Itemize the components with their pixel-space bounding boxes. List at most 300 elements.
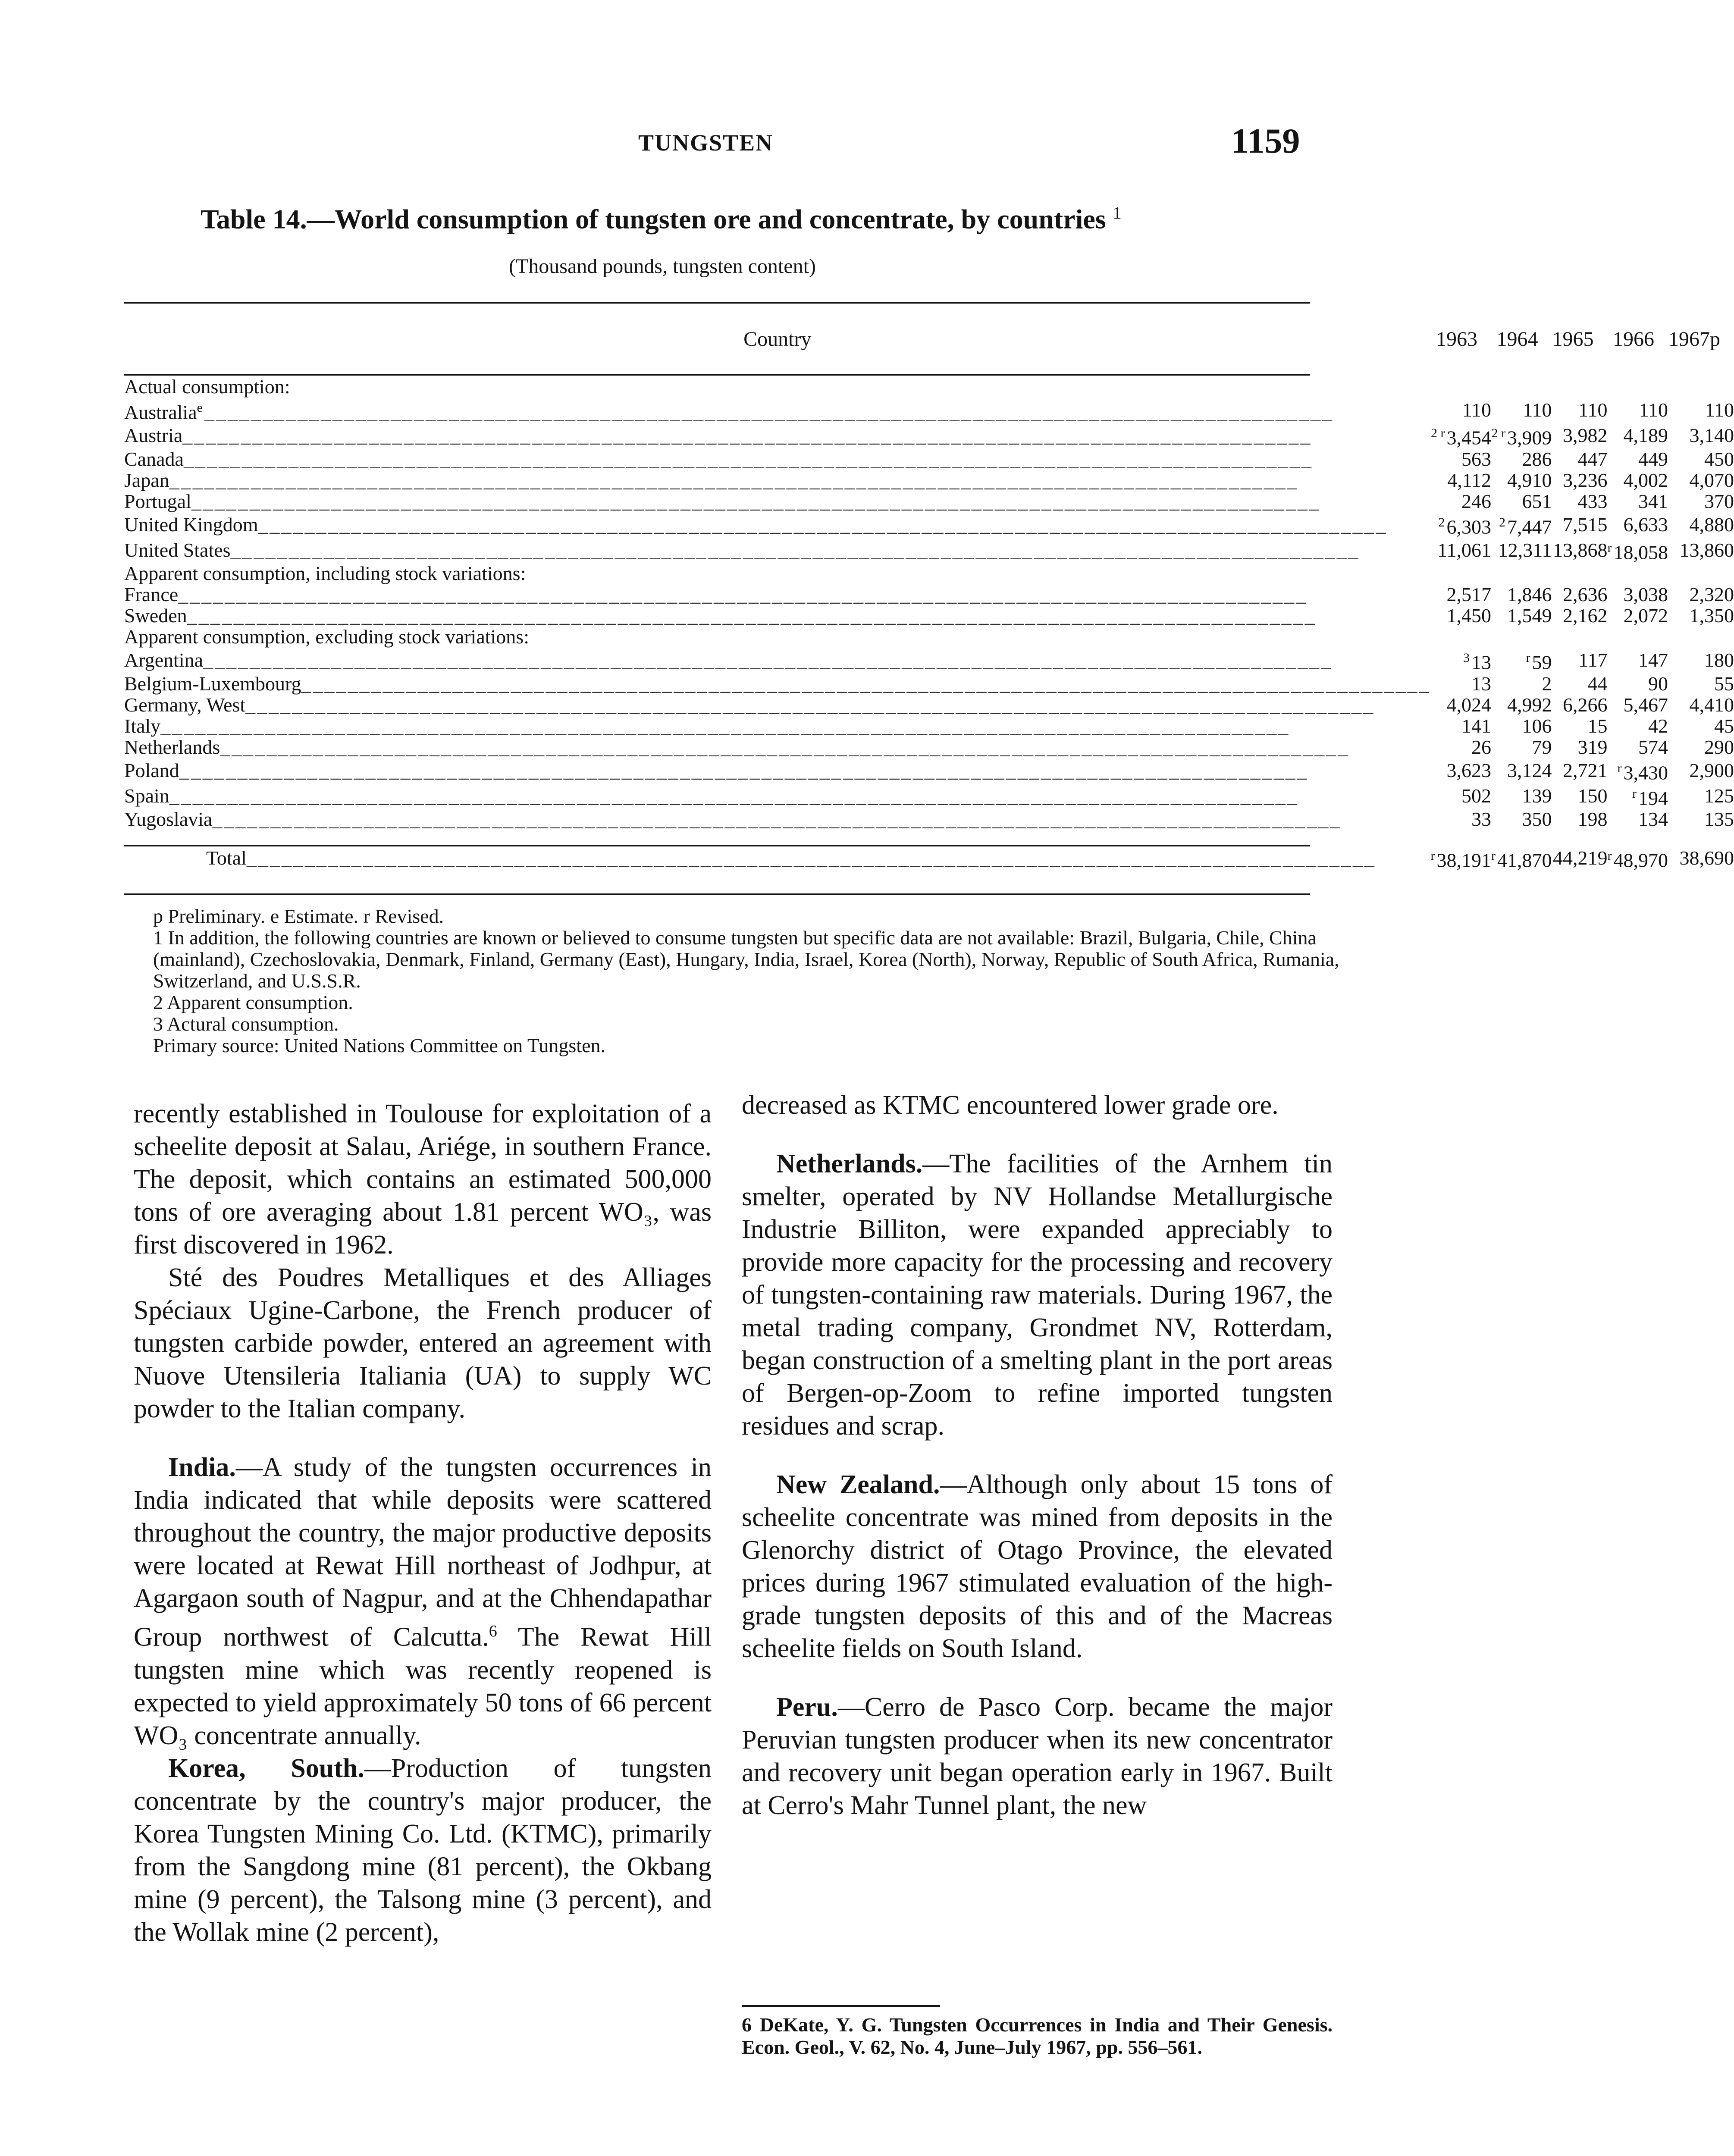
value: 13,868	[1553, 539, 1608, 561]
value: 2,072	[1623, 605, 1668, 627]
value: 110	[1462, 399, 1492, 421]
total-mark: r	[1607, 848, 1612, 863]
table-row	[124, 715, 1734, 736]
value-cell-1967	[1668, 423, 1734, 448]
korea-heading: Korea, South.	[168, 1753, 364, 1783]
country-cell	[124, 783, 1431, 808]
value: 198	[1577, 808, 1608, 830]
value-mark: r	[1607, 540, 1612, 555]
table-row	[124, 512, 1734, 537]
value: 4,910	[1507, 469, 1552, 491]
total-value: 38,191	[1436, 849, 1492, 871]
value-cell-1963	[1431, 537, 1492, 563]
value-cell-1967	[1668, 758, 1734, 783]
country-cell	[124, 808, 1431, 830]
value-cell-1967	[1668, 605, 1734, 626]
value-cell-1963	[1431, 673, 1492, 694]
value: 7,447	[1507, 515, 1552, 538]
value: 55	[1714, 672, 1734, 695]
value: 42	[1648, 714, 1668, 737]
value-cell-1966	[1608, 584, 1668, 605]
col-header-1963: 1963	[1436, 327, 1478, 351]
value: 450	[1704, 448, 1734, 470]
running-head: TUNGSTEN	[638, 130, 774, 156]
korea-paragraph	[134, 1752, 712, 1949]
value: 134	[1638, 808, 1668, 830]
netherlands-text: —The facilities of the Arnhem tin smelter, operated by NV Hollandse Metallurgische Industrie Billiton, were expanded appreciably to provide more capacity for the processing and recovery of tungsten-containing raw materials. During 1967, the metal trading company, Grondmet NV, Rotterdam, began construction of a smelting plant in the port areas of Bergen-op-Zoom to refine imported tungsten residues and scrap.	[742, 1149, 1333, 1441]
value: 2,900	[1689, 759, 1734, 781]
value-mark: 2 r	[1431, 426, 1445, 441]
value: 4,070	[1689, 469, 1734, 491]
value: 4,024	[1446, 693, 1492, 716]
table-note-source: Primary source: United Nations Committee on Tungsten.	[153, 1034, 605, 1056]
leader-dots	[203, 649, 1333, 671]
value: 15	[1587, 714, 1608, 737]
value-cell-1965	[1552, 647, 1608, 673]
leader-dots	[182, 424, 1312, 446]
right-paragraph-1: decreased as KTMC encountered lower grade ore.	[742, 1091, 1279, 1120]
value-cell-1966	[1608, 491, 1668, 512]
country-name: Yugoslavia	[124, 808, 213, 830]
value-cell-1963	[1431, 694, 1492, 715]
total-cell-1967	[1668, 830, 1734, 886]
country-cell	[124, 537, 1431, 563]
country-name: Spain	[124, 785, 169, 807]
value-cell-1966	[1608, 448, 1668, 470]
value-cell-1965	[1552, 423, 1608, 448]
netherlands-paragraph	[742, 1147, 1333, 1442]
value-cell-1967	[1668, 397, 1734, 423]
netherlands-heading: Netherlands.	[776, 1149, 923, 1178]
value-cell-1963	[1431, 736, 1492, 758]
value: 574	[1638, 736, 1668, 758]
country-cell	[124, 397, 1431, 423]
total-label: Total	[206, 846, 247, 869]
country-cell	[124, 647, 1431, 673]
leader-dots	[301, 673, 1431, 695]
new-zealand-text: —Although only about 15 tons of scheelite concentrate was mined from deposits in the Glenorchy district of Otago Province, the elevated prices during 1967 stimulated evaluation of the high-grade tungsten deposits of this and of the Macreas scheelite fields on South Island.	[742, 1470, 1333, 1663]
leader-dots	[178, 583, 1308, 605]
peru-text: —Cerro de Pasco Corp. became the major Peruvian tungsten producer when its new concentrator and recovery unit began operation early in 1967. Built at Cerro's Mahr Tunnel plant, the new	[742, 1692, 1333, 1820]
table-note-2: 2 Apparent consumption.	[153, 991, 353, 1013]
value: 117	[1578, 649, 1608, 671]
value-cell-1966	[1608, 647, 1668, 673]
country-mark: e	[197, 401, 203, 415]
value: 290	[1704, 736, 1734, 758]
value-cell-1963	[1431, 423, 1492, 448]
value-cell-1966	[1608, 694, 1668, 715]
value-cell-1964	[1491, 715, 1552, 736]
value-cell-1963	[1431, 491, 1492, 512]
value-cell-1964	[1491, 694, 1552, 715]
value: 7,515	[1563, 513, 1608, 536]
value-cell-1966	[1608, 673, 1668, 694]
value: 1,350	[1689, 605, 1734, 627]
value-mark: r	[1526, 651, 1530, 665]
value-cell-1964	[1491, 736, 1552, 758]
value-cell-1965	[1552, 512, 1608, 537]
total-mark: r	[1430, 848, 1435, 863]
value: 286	[1522, 448, 1552, 470]
table-row	[124, 423, 1734, 448]
value: 90	[1648, 672, 1668, 695]
value-cell-1963	[1431, 397, 1492, 423]
new-zealand-heading: New Zealand.	[776, 1470, 940, 1499]
table-row	[124, 673, 1734, 694]
value-mark: 2 r	[1491, 426, 1506, 441]
value: 110	[1705, 399, 1734, 421]
table-section-row	[124, 376, 1734, 397]
value-cell-1967	[1668, 783, 1734, 808]
value-cell-1966	[1608, 715, 1668, 736]
value: 3,909	[1507, 426, 1552, 449]
leader-dots	[258, 514, 1387, 536]
table-section-row	[124, 626, 1734, 647]
table-row	[124, 470, 1734, 491]
table-body	[124, 376, 1734, 886]
leader-dots	[204, 401, 1334, 423]
value-cell-1966	[1608, 783, 1668, 808]
value-cell-1964	[1491, 605, 1552, 626]
leader-dots	[179, 759, 1309, 781]
leader-dots	[245, 694, 1375, 716]
value: 13	[1471, 651, 1492, 674]
value-cell-1964	[1491, 647, 1552, 673]
col-header-country: Country	[743, 327, 812, 351]
value: 6,633	[1623, 513, 1668, 536]
value-cell-1965	[1552, 736, 1608, 758]
country-name: Austria	[124, 424, 183, 447]
country-cell	[124, 605, 1431, 626]
value: 135	[1704, 808, 1734, 830]
leader-dots	[187, 605, 1317, 627]
value-cell-1966	[1608, 470, 1668, 491]
country-name: Germany, West	[124, 693, 246, 716]
india-footnote-ref: 6	[489, 1622, 497, 1640]
value: 6,266	[1563, 693, 1608, 716]
col-header-1967: 1967p	[1668, 327, 1721, 351]
value: 502	[1461, 785, 1492, 807]
table-row	[124, 783, 1734, 808]
value-cell-1965	[1552, 715, 1608, 736]
country-name: Poland	[124, 759, 179, 781]
value-cell-1967	[1668, 808, 1734, 830]
value-cell-1966	[1608, 605, 1668, 626]
value-cell-1964	[1491, 537, 1552, 563]
value: 3,140	[1689, 424, 1734, 447]
value: 341	[1638, 490, 1668, 512]
value: 1,450	[1446, 605, 1492, 627]
country-cell	[124, 736, 1431, 758]
value-cell-1967	[1668, 736, 1734, 758]
page-number: 1159	[1231, 121, 1300, 160]
value-cell-1963	[1431, 647, 1492, 673]
col-header-1965: 1965	[1552, 327, 1594, 351]
country-cell	[124, 470, 1431, 491]
value: 4,410	[1689, 693, 1734, 716]
table-row	[124, 758, 1734, 783]
table-row	[124, 605, 1734, 626]
footnote-6: 6 DeKate, Y. G. Tungsten Occurrences in India and Their Genesis. Econ. Geol., V. 62, No. 4, June–July 1967, pp. 556–561.	[742, 2014, 1333, 2058]
india-text-2: The Rewat Hill tungsten mine which was recently reopened is expected to yield approximately 50 tons of 66 percent WO₃ concentrate annually.	[134, 1622, 712, 1750]
value: 150	[1577, 785, 1608, 807]
table-title-footnote-mark: 1	[1113, 203, 1122, 222]
value-cell-1963	[1431, 584, 1492, 605]
table-note-1: 1 In addition, the following countries are known or believed to consume tungsten but specific data are not available: Brazil, Bulgaria, Chile, China (mainland), Czechoslovakia, Denmark, Finland, Germany (East), Hungary, India, Israel, Korea (North), Norway, Republic of South Africa, Rumania, Switzerland, and U.S.S.R.	[153, 927, 1339, 992]
value: 110	[1523, 399, 1552, 421]
value: 12,311	[1498, 539, 1552, 561]
value: 26	[1471, 736, 1492, 758]
value: 246	[1461, 490, 1492, 512]
new-zealand-paragraph	[742, 1468, 1333, 1665]
value-cell-1965	[1552, 758, 1608, 783]
value-cell-1963	[1431, 470, 1492, 491]
value-cell-1966	[1608, 736, 1668, 758]
table-section-row	[124, 563, 1734, 584]
value: 4,112	[1447, 469, 1492, 491]
value: 3,454	[1446, 426, 1492, 449]
india-text: —A study of the tungsten occurrences in India indicated that while deposits were scattered throughout the country, the major productive deposits were located at Rewat Hill northeast of Jodhpur, at Agargaon south of Nagpur, and at the Chhendapathar Group northwest of Calcutta.	[134, 1453, 712, 1652]
country-cell	[124, 448, 1431, 470]
value-cell-1967	[1668, 584, 1734, 605]
value-cell-1963	[1431, 715, 1492, 736]
leader-dots	[231, 539, 1360, 561]
value-mark: 2	[1438, 515, 1445, 530]
table-row	[124, 736, 1734, 758]
value: 2,162	[1563, 605, 1608, 627]
value: 110	[1639, 399, 1668, 421]
value-cell-1967	[1668, 673, 1734, 694]
value: 2,721	[1563, 759, 1608, 781]
value: 45	[1714, 714, 1734, 737]
value-cell-1963	[1431, 783, 1492, 808]
footnote-rule	[742, 2005, 940, 2007]
value-cell-1967	[1668, 537, 1734, 563]
value-cell-1966	[1608, 808, 1668, 830]
value-cell-1964	[1491, 397, 1552, 423]
country-cell	[124, 423, 1431, 448]
value: 3,623	[1446, 759, 1492, 781]
total-cell-1966	[1608, 830, 1668, 886]
section-label: Apparent consumption, excluding stock variations:	[124, 626, 529, 648]
value-cell-1964	[1491, 423, 1552, 448]
value: 125	[1704, 785, 1734, 807]
leader-dots	[220, 736, 1349, 758]
value-cell-1966	[1608, 397, 1668, 423]
country-name: Netherlands	[124, 736, 220, 758]
value: 59	[1532, 651, 1552, 674]
value-cell-1966	[1608, 512, 1668, 537]
table-note-legend: p Preliminary. e Estimate. r Revised.	[153, 905, 444, 927]
value: 106	[1522, 714, 1552, 737]
value: 6,303	[1446, 515, 1492, 538]
value: 13,860	[1679, 539, 1734, 561]
value-cell-1964	[1491, 491, 1552, 512]
country-name: Argentina	[124, 649, 204, 671]
table-row	[124, 647, 1734, 673]
value: 110	[1578, 399, 1608, 421]
leader-dots	[247, 847, 1376, 869]
value: 141	[1461, 714, 1492, 737]
total-mark: r	[1491, 848, 1496, 863]
total-value: 44,219	[1553, 846, 1608, 869]
leader-dots	[184, 448, 1313, 470]
value-mark: 2	[1499, 515, 1506, 530]
table-note-3: 3 Actural consumption.	[153, 1013, 339, 1035]
value-cell-1965	[1552, 470, 1608, 491]
table-total-row	[124, 830, 1734, 886]
left-paragraph-2: Sté des Poudres Metalliques et des Alliages Spéciaux Ugine-Carbone, the French producer of tungsten carbide powder, entered an agreement with Nuove Utensileria Italiania (UA) to supply WC powder to the Italian company.	[134, 1263, 712, 1423]
value: 13	[1471, 672, 1492, 695]
value-cell-1964	[1491, 673, 1552, 694]
value: 2,517	[1446, 583, 1492, 606]
country-name: Canada	[124, 448, 184, 470]
value: 194	[1638, 787, 1668, 809]
value-cell-1965	[1552, 491, 1608, 512]
value-mark: 3	[1463, 651, 1470, 665]
total-label-cell	[124, 830, 1431, 886]
country-cell	[124, 715, 1431, 736]
value: 3,038	[1623, 583, 1668, 606]
total-value: 38,690	[1679, 846, 1734, 869]
value-cell-1965	[1552, 397, 1608, 423]
value: 433	[1577, 490, 1608, 512]
country-cell	[124, 758, 1431, 783]
value-cell-1966	[1608, 537, 1668, 563]
value: 4,880	[1689, 513, 1734, 536]
value-cell-1967	[1668, 694, 1734, 715]
leader-dots	[191, 490, 1321, 512]
value: 147	[1638, 649, 1668, 671]
value: 139	[1522, 785, 1552, 807]
value-cell-1963	[1431, 512, 1492, 537]
section-label: Actual consumption:	[124, 376, 290, 398]
value-cell-1964	[1491, 783, 1552, 808]
table-row	[124, 397, 1734, 423]
value-cell-1964	[1491, 470, 1552, 491]
table-bottom-rule	[124, 893, 1310, 895]
table-notes	[153, 906, 1343, 1056]
leader-dots	[212, 808, 1342, 830]
country-cell	[124, 512, 1431, 537]
country-name: United States	[124, 539, 231, 561]
leader-dots	[169, 785, 1299, 807]
value: 449	[1638, 448, 1668, 470]
value: 1,846	[1507, 583, 1552, 606]
value-cell-1964	[1491, 808, 1552, 830]
value: 3,236	[1563, 469, 1608, 491]
india-heading: India.	[168, 1453, 236, 1482]
value: 370	[1704, 490, 1734, 512]
table-row	[124, 694, 1734, 715]
value: 2,636	[1563, 583, 1608, 606]
country-name: Italy	[124, 714, 161, 737]
value-cell-1967	[1668, 647, 1734, 673]
table-row	[124, 584, 1734, 605]
col-header-1964: 1964	[1496, 327, 1538, 351]
value: 180	[1704, 649, 1734, 671]
value: 319	[1577, 736, 1608, 758]
value-cell-1965	[1552, 694, 1608, 715]
value-cell-1967	[1668, 512, 1734, 537]
value: 11,061	[1437, 539, 1492, 561]
country-name: Sweden	[124, 605, 187, 627]
country-cell	[124, 673, 1431, 694]
col-header-1966: 1966	[1613, 327, 1655, 351]
india-paragraph	[134, 1451, 712, 1752]
table-subtitle: (Thousand pounds, tungsten content)	[509, 255, 816, 278]
value: 2	[1542, 672, 1552, 695]
table-title	[201, 203, 1122, 235]
value-cell-1965	[1552, 605, 1608, 626]
value: 44	[1587, 672, 1608, 695]
country-name: Australia	[124, 401, 197, 423]
total-value: 41,870	[1497, 849, 1552, 871]
value: 1,549	[1507, 605, 1552, 627]
left-column	[134, 1097, 712, 1949]
value: 18,058	[1613, 541, 1668, 564]
value: 3,982	[1563, 424, 1608, 447]
total-value: 48,970	[1613, 849, 1668, 871]
value-cell-1963	[1431, 605, 1492, 626]
country-name: Japan	[124, 469, 169, 491]
value: 79	[1532, 736, 1552, 758]
total-cell-1964	[1491, 830, 1552, 886]
total-cell-1963	[1431, 830, 1492, 886]
value-mark: r	[1617, 761, 1622, 775]
value-cell-1965	[1552, 808, 1608, 830]
value-cell-1965	[1552, 537, 1608, 563]
country-name: Belgium-Luxembourg	[124, 672, 301, 695]
right-column	[742, 1089, 1333, 1822]
value: 2,320	[1689, 583, 1734, 606]
country-cell	[124, 491, 1431, 512]
country-name: United Kingdom	[124, 513, 258, 536]
value: 33	[1471, 808, 1492, 830]
value: 447	[1577, 448, 1608, 470]
table-row	[124, 808, 1734, 830]
value-cell-1966	[1608, 423, 1668, 448]
value-cell-1967	[1668, 470, 1734, 491]
table-row	[124, 491, 1734, 512]
value-cell-1964	[1491, 584, 1552, 605]
value: 4,189	[1623, 424, 1668, 447]
value-cell-1965	[1552, 783, 1608, 808]
value: 4,992	[1507, 693, 1552, 716]
table-row	[124, 448, 1734, 470]
value-cell-1964	[1491, 758, 1552, 783]
value: 3,430	[1623, 761, 1668, 783]
peru-heading: Peru.	[776, 1692, 838, 1722]
country-cell	[124, 584, 1431, 605]
value: 3,124	[1507, 759, 1552, 781]
value-cell-1967	[1668, 448, 1734, 470]
leader-dots	[160, 715, 1290, 737]
value-mark: r	[1632, 786, 1637, 801]
value: 651	[1522, 490, 1552, 512]
peru-paragraph	[742, 1691, 1333, 1822]
value-cell-1964	[1491, 448, 1552, 470]
value-cell-1965	[1552, 448, 1608, 470]
country-name: France	[124, 583, 179, 606]
value-cell-1964	[1491, 512, 1552, 537]
value: 5,467	[1623, 693, 1668, 716]
value: 563	[1461, 448, 1492, 470]
country-name: Portugal	[124, 490, 191, 512]
leader-dots	[169, 469, 1299, 491]
value-cell-1963	[1431, 758, 1492, 783]
value-cell-1967	[1668, 491, 1734, 512]
